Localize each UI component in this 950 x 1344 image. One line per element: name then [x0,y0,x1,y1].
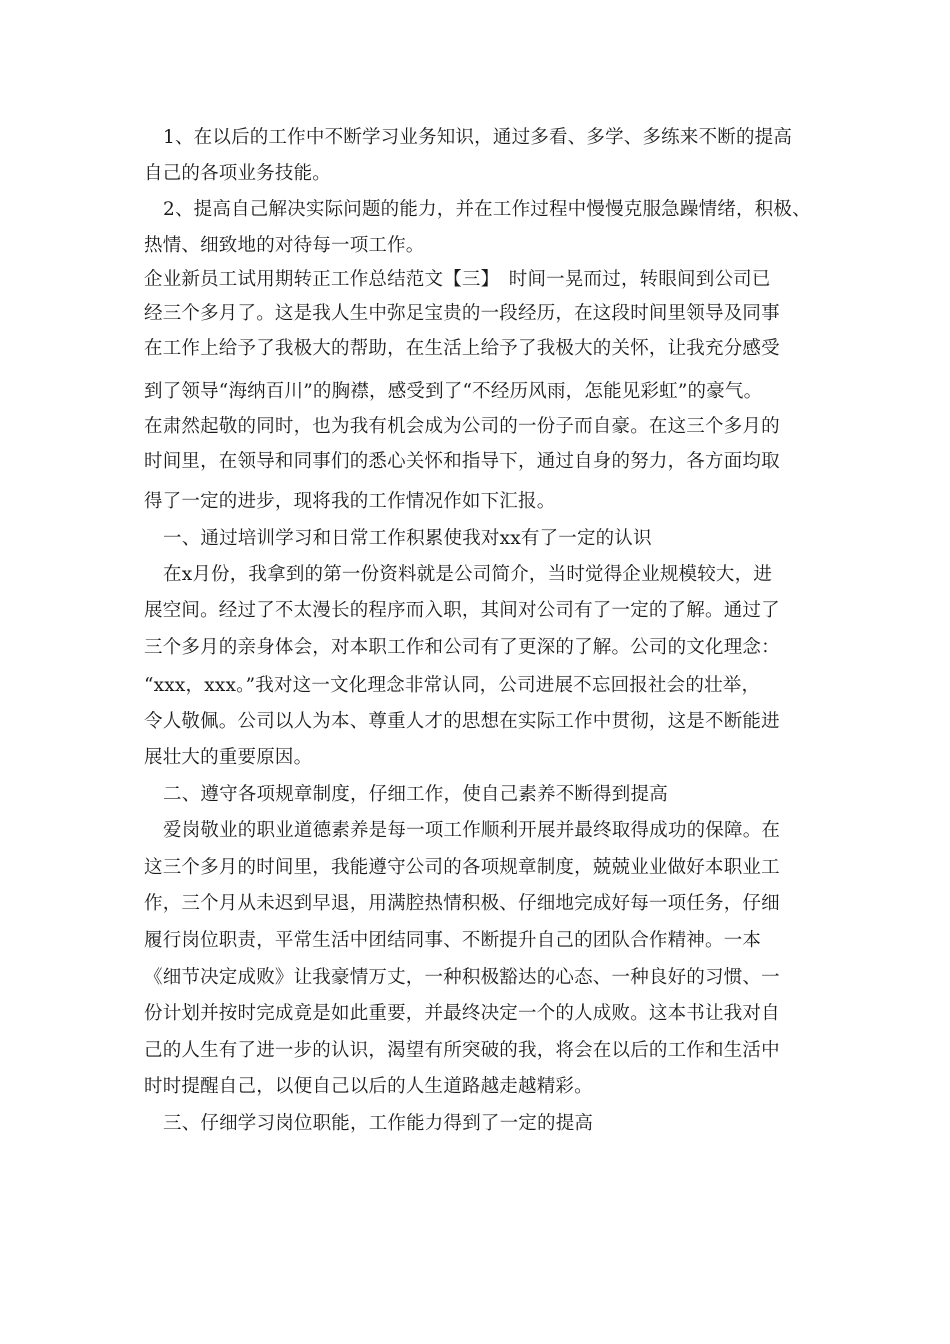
text-line: 时时提醒自己，以便自己以后的人生道路越走越精彩。 [144,1076,593,1097]
text-line: 展空间。经过了不太漫长的程序而入职，其间对公司有了一定的了解。通过了 [144,600,780,621]
text-line: 《细节决定成败》让我豪情万丈，一种积极豁达的心态、一种良好的习惯、一 [144,967,780,988]
subheading-line: 一、通过培训学习和日常工作积累使我对xx有了一定的认识 [163,528,652,549]
text-line: 在工作上给予了我极大的帮助，在生活上给予了我极大的关怀，让我充分感受 [144,338,780,359]
text-line: 作，三个月从未迟到早退，用满腔热情积极、仔细地完成好每一项任务，仔细 [144,893,780,914]
section-heading-line: 企业新员工试用期转正工作总结范文【三】 时间一晃而过，转眼间到公司已 [144,269,771,290]
text-line: 自己的各项业务技能。 [144,163,332,184]
text-line: 令人敬佩。公司以人为本、尊重人才的思想在实际工作中贯彻，这是不断能进 [144,711,780,732]
text-line: 这三个多月的时间里，我能遵守公司的各项规章制度，兢兢业业做好本职业工 [144,857,780,878]
text-line: 爱岗敬业的职业道德素养是每一项工作顺利开展并最终取得成功的保障。在 [163,820,781,841]
text-line: “xxx，xxx。”我对这一文化理念非常认同，公司进展不忘回报社会的壮举， [144,675,761,696]
text-line: 时间里，在领导和同事们的悉心关怀和指导下，通过自身的努力，各方面均取 [144,451,780,472]
subheading-line: 三、仔细学习岗位职能，工作能力得到了一定的提高 [163,1113,594,1134]
text-line: 履行岗位职责，平常生活中团结同事、不断提升自己的团队合作精神。一本 [144,930,762,951]
text-line: 2、提高自己解决实际问题的能力，并在工作过程中慢慢克服急躁情绪，积极、 [163,199,811,220]
text-line: 份计划并按时完成竟是如此重要，并最终决定一个的人成败。这本书让我对自 [144,1003,780,1024]
text-line: 热情、细致地的对待每一项工作。 [144,235,425,256]
text-line: 己的人生有了进一步的认识，渴望有所突破的我，将会在以后的工作和生活中 [144,1040,780,1061]
text-line: 在肃然起敬的同时，也为我有机会成为公司的一份子而自豪。在这三个多月的 [144,416,780,437]
text-line: 到了领导“海纳百川”的胸襟，感受到了“不经历风雨，怎能见彩虹”的豪气。 [144,381,763,402]
text-line: 三个多月的亲身体会，对本职工作和公司有了更深的了解。公司的文化理念： [144,637,780,658]
text-line: 经三个多月了。这是我人生中弥足宝贵的一段经历，在这段时间里领导及同事 [144,303,780,324]
text-line: 展壮大的重要原因。 [144,747,313,768]
text-line: 1、在以后的工作中不断学习业务知识，通过多看、多学、多练来不断的提高 [163,127,793,148]
subheading-line: 二、遵守各项规章制度，仔细工作，使自己素养不断得到提高 [163,784,668,805]
text-line: 得了一定的进步，现将我的工作情况作如下汇报。 [144,491,556,512]
text-line: 在x月份，我拿到的第一份资料就是公司简介，当时觉得企业规模较大，进 [163,564,773,585]
